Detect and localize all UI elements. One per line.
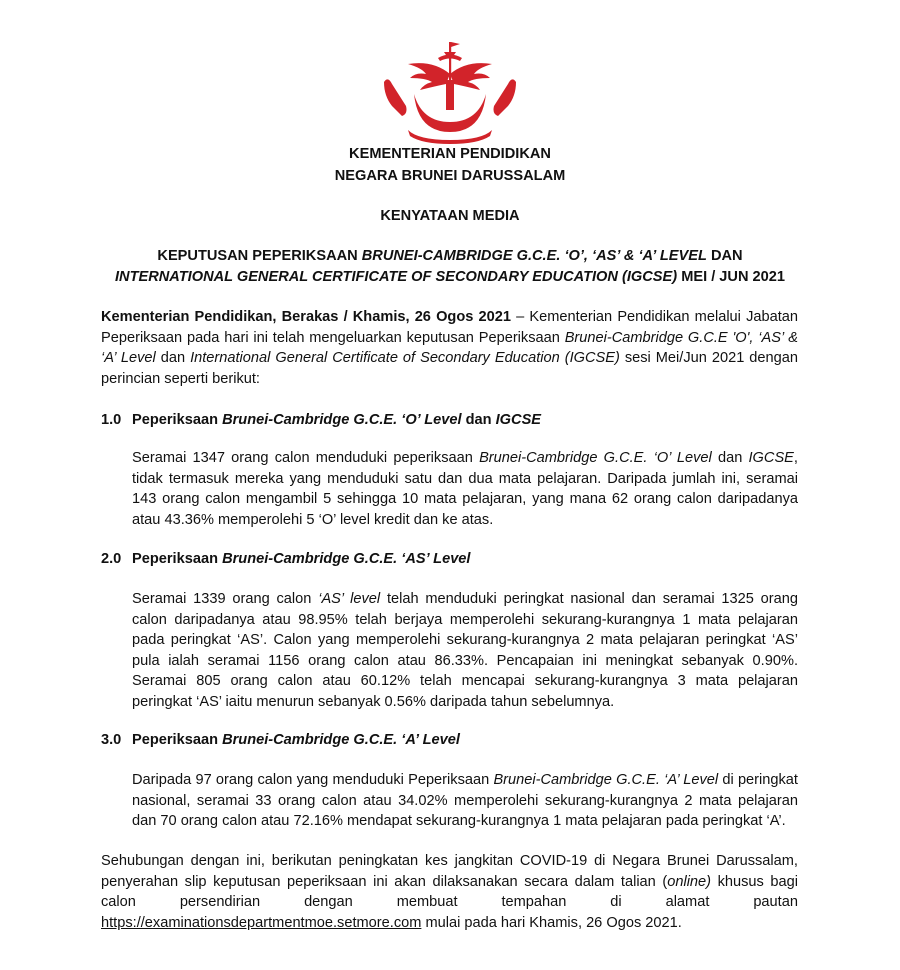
intro-paragraph	[101, 307, 798, 389]
closing-word: pautan	[753, 894, 798, 910]
closing-word: dengan	[304, 894, 353, 910]
para-text: Daripada 97 orang calon yang menduduki Peperiksaan	[132, 772, 494, 788]
section-number: 3.0	[101, 732, 122, 748]
closing-text: mulai pada hari Khamis, 26 Ogos 2021.	[421, 914, 682, 931]
closing-italic: online)	[667, 873, 712, 890]
dateline: Kementerian Pendidikan, Berakas / Khamis, 26 Ogos 2021	[101, 309, 511, 325]
closing-text: khusus bagi	[711, 873, 798, 890]
intro-italic: Brunei-Cambridge G.C.E 'O', ‘AS’ & ‘A’ Level	[101, 329, 798, 366]
intro-text: sesi Mei/Jun 2021 dengan perincian seperti berikut:	[101, 350, 798, 387]
para-italic: IGCSE	[748, 450, 794, 466]
section-1-paragraph	[132, 448, 798, 530]
heading-italic: IGCSE	[495, 412, 542, 428]
heading-italic: Brunei-Cambridge G.C.E. ‘A’ Level	[222, 732, 460, 748]
closing-line-3	[101, 892, 798, 913]
para-text: telah menduduki peringkat nasional dan seramai 1325 orang calon daripadanya atau 98.95% telah berjaya memperolehi sekurang-kurangnya 1 mata pelajaran pada peringkat ‘AS’. Calon yang memperolehi sekurang-kurangnya 2 mata pelajaran peringkat ‘AS’ pula ialah seramai 1156 orang calon atau 86.33%. Pencapaian ini meningkat sebanyak 0.90%. Seramai 805 orang calon atau 60.12% telah mencapai sekurang-kurangnya 3 mata pelajaran peringkat ‘AS’ iaitu menurun sebanyak 0.56% daripada tahun sebelumnya.	[132, 591, 799, 710]
para-italic: ‘AS’ level	[318, 591, 381, 607]
closing-line-4	[101, 913, 798, 934]
closing-word: persendirian	[179, 894, 261, 910]
closing-word: tempahan	[501, 894, 567, 910]
closing-text: penyerahan slip keputusan peperiksaan ini akan dilaksanakan secara dalam talian (	[101, 873, 668, 890]
para-text: dan	[711, 450, 749, 466]
intro-text: dan	[155, 350, 191, 366]
closing-word: alamat	[665, 894, 710, 910]
heading-text: Peperiksaan	[132, 551, 223, 567]
title-italic: BRUNEI-CAMBRIDGE G.C.E. ‘O’, ‘AS’ & ‘A’ LEVEL	[361, 248, 707, 264]
para-text: di peringkat nasional, seramai 33 orang calon atau 34.02% memperolehi sekurang-kurangnya 2 mata pelajaran dan 70 orang calon atau 72.16% mendapat sekurang-kurangnya 1 mata pelajaran pada peringkat ‘A’.	[132, 772, 798, 829]
title-text: DAN	[706, 248, 743, 264]
section-1-heading	[101, 412, 541, 428]
closing-line-2	[101, 872, 798, 893]
title-text: MEI / JUN 2021	[677, 269, 786, 285]
ministry-name-line-2: NEGARA BRUNEI DARUSSALAM	[334, 168, 566, 184]
section-3-paragraph	[132, 770, 798, 832]
closing-word: membuat	[396, 894, 458, 910]
section-2-paragraph	[132, 589, 798, 712]
intro-text: – Kementerian Pendidikan melalui Jabatan Peperiksaan pada hari ini telah mengeluarkan keputusan Peperiksaan	[101, 309, 799, 346]
closing-word: calon	[101, 894, 136, 910]
section-number: 1.0	[101, 412, 122, 428]
heading-text: Peperiksaan	[132, 412, 223, 428]
para-text: , tidak termasuk mereka yang menduduki satu dan dua mata pelajaran. Daripada jumlah ini, seramai 143 orang calon mengambil 5 sehingga 10 mata pelajaran, yang mana 62 orang calon daripadanya atau 43.36% memperolehi 5 ‘O’ level kredit dan ke atas.	[132, 450, 798, 528]
section-3-heading	[101, 732, 460, 748]
heading-text: dan	[461, 412, 496, 428]
para-italic: Brunei-Cambridge G.C.E. ‘A’ Level	[493, 772, 719, 788]
closing-word: di	[610, 894, 622, 910]
para-italic: Brunei-Cambridge G.C.E. ‘O’ Level	[479, 450, 712, 466]
closing-line-1: Sehubungan dengan ini, berikutan peningkatan kes jangkitan COVID-19 di Negara Brunei Darussalam,	[101, 853, 798, 869]
para-text: Seramai 1339 orang calon	[132, 591, 319, 607]
section-number: 2.0	[101, 551, 122, 567]
para-text: Seramai 1347 orang calon menduduki peperiksaan	[132, 450, 480, 466]
heading-italic: Brunei-Cambridge G.C.E. ‘O’ Level	[222, 412, 462, 428]
heading-italic: Brunei-Cambridge G.C.E. ‘AS’ Level	[222, 551, 471, 567]
booking-link[interactable]: https://examinationsdepartmentmoe.setmore.com	[101, 914, 422, 931]
title-line-2	[0, 269, 900, 285]
title-line-1	[0, 248, 900, 264]
brunei-crest-logo	[378, 36, 522, 144]
ministry-name-line-1: KEMENTERIAN PENDIDIKAN	[349, 146, 551, 162]
closing-paragraph	[101, 851, 798, 933]
title-text: KEPUTUSAN PEPERIKSAAN	[157, 248, 362, 264]
title-italic: INTERNATIONAL GENERAL CERTIFICATE OF SECONDARY EDUCATION (IGCSE)	[114, 269, 678, 285]
document-type: KENYATAAN MEDIA	[380, 208, 520, 224]
heading-text: Peperiksaan	[132, 732, 223, 748]
section-2-heading	[101, 551, 470, 567]
intro-italic: International General Certificate of Secondary Education (IGCSE)	[190, 350, 620, 366]
